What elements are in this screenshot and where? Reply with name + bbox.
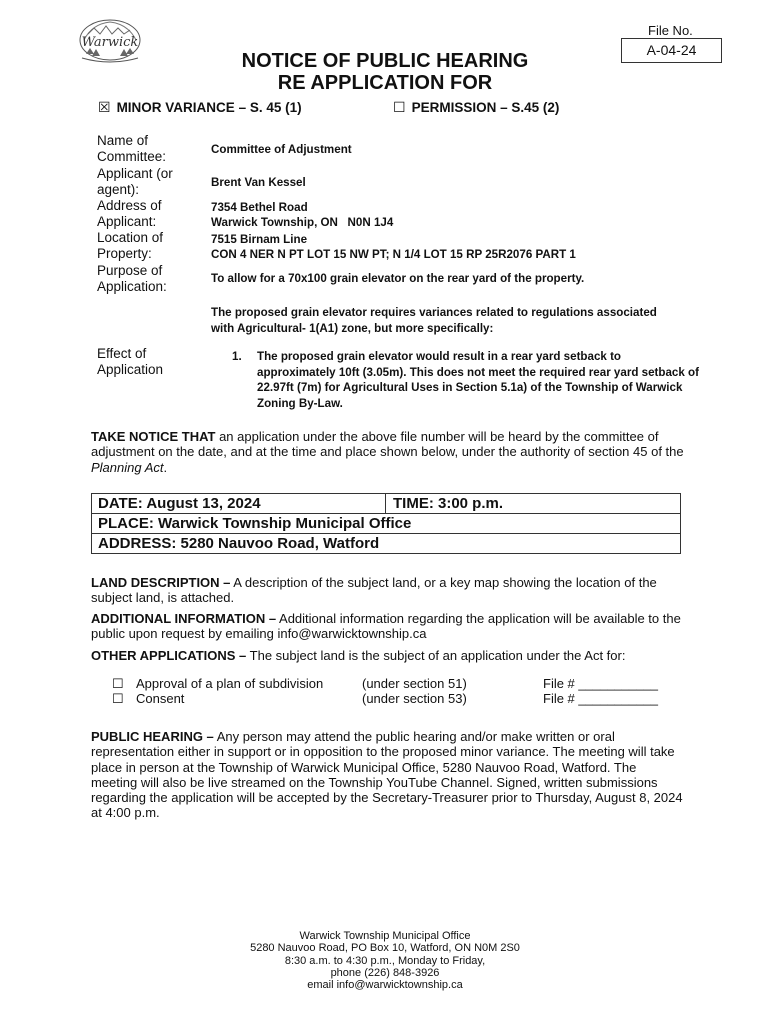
consent-file: File # ___________ xyxy=(543,691,658,706)
effect-number: 1. xyxy=(232,350,242,363)
effect-label: Effect of Application xyxy=(97,346,164,378)
consent-checkbox-icon[interactable]: ☐ xyxy=(112,691,124,706)
purpose-value: To allow for a 70x100 grain elevator on the rear yard of the property. xyxy=(211,272,585,285)
hearing-address: ADDRESS: 5280 Nauvoo Road, Watford xyxy=(98,535,380,552)
additional-info-text: Additional information regarding the application will be available to the public upon request by emailing info@warwicktownship.ca xyxy=(91,611,681,642)
applicant-value: Brent Van Kessel xyxy=(211,176,306,189)
subdivision-label: Approval of a plan of subdivision xyxy=(136,676,324,691)
consent-section: (under section 53) xyxy=(362,691,467,706)
subdivision-section: (under section 51) xyxy=(362,676,467,691)
address-label: Address of Applicant: xyxy=(97,198,162,230)
title-line-1: NOTICE OF PUBLIC HEARING xyxy=(241,50,529,72)
footer-phone: phone (226) 848-3926 xyxy=(330,966,440,979)
location-line-1: 7515 Birnam Line xyxy=(211,233,308,246)
logo-wordmark: Warwick xyxy=(81,35,139,50)
option-permission[interactable] xyxy=(393,99,559,116)
location-line-2: CON 4 NER N PT LOT 15 NW PT; N 1/4 LOT 15 RP 25R2076 PART 1 xyxy=(211,248,576,261)
applicant-label: Applicant (or agent): xyxy=(97,166,173,198)
other-app-row-consent xyxy=(112,691,658,706)
address-line-2: Warwick Township, ON N0N 1J4 xyxy=(211,216,394,229)
footer-email: email info@warwicktownship.ca xyxy=(307,979,463,992)
footer-contact xyxy=(185,930,585,991)
consent-label: Consent xyxy=(136,691,185,706)
hearing-date-row xyxy=(92,494,680,514)
additional-info-lead: ADDITIONAL INFORMATION – xyxy=(91,611,277,626)
title-line-2: RE APPLICATION FOR xyxy=(277,72,493,94)
additional-info-paragraph xyxy=(91,611,686,642)
page-title xyxy=(180,50,590,94)
hearing-time: TIME: 3:00 p.m. xyxy=(393,495,504,512)
subdivision-checkbox-icon[interactable]: ☐ xyxy=(112,676,124,691)
land-description-paragraph xyxy=(91,575,686,606)
hearing-date: DATE: August 13, 2024 xyxy=(98,495,261,512)
public-hearing-lead: PUBLIC HEARING – xyxy=(91,729,214,744)
land-description-text: A description of the subject land, or a key map showing the location of the subject land, is attached. xyxy=(91,575,657,606)
hearing-details-table xyxy=(91,493,681,554)
other-applications-paragraph xyxy=(91,648,686,663)
effect-list-item xyxy=(232,349,702,411)
footer-office: Warwick Township Municipal Office xyxy=(299,930,471,942)
other-app-row-subdivision xyxy=(112,676,658,691)
variance-intro: The proposed grain elevator requires variances related to regulations associated with Agricultural- 1(A1) zone, but more specifically: xyxy=(211,306,657,335)
location-label: Location of Property: xyxy=(97,230,164,262)
file-number-value: A-04-24 xyxy=(621,38,722,63)
take-notice-lead: TAKE NOTICE THAT xyxy=(91,429,216,444)
effect-text: The proposed grain elevator would result in a rear yard setback to approximately 10ft (3.05m). This does not meet the required rear yard setback of 22.97ft (7m) for Agricultural Uses in Section 5.1a) of the Township of Warwick Zoning By-Law. xyxy=(257,350,699,410)
planning-act: Planning Act xyxy=(91,459,164,475)
committee-value: Committee of Adjustment xyxy=(211,143,352,156)
option-minor-variance-label: MINOR VARIANCE – S. 45 (1) xyxy=(116,100,302,115)
township-logo xyxy=(78,18,142,68)
option-minor-variance[interactable] xyxy=(98,99,302,116)
address-line-1: 7354 Bethel Road xyxy=(211,201,308,214)
checked-box-icon[interactable]: ☒ xyxy=(98,99,111,115)
take-notice-text: an application under the above file number will be heard by the committee of adjustment on the date, and at the time and place shown below, under the authority of section 45 of the xyxy=(91,429,684,460)
other-applications-lead: OTHER APPLICATIONS – xyxy=(91,648,247,663)
other-applications-text: The subject land is the subject of an application under the Act for: xyxy=(246,648,626,663)
take-notice-end: . xyxy=(163,459,168,475)
subdivision-file: File # ___________ xyxy=(543,676,658,691)
take-notice-paragraph xyxy=(91,429,686,475)
public-hearing-text: Any person may attend the public hearing and/or make written or oral representation either in support or in opposition to the proposed minor variance. The meeting will take place in person at the Township of Warwick Municipal Office, 5280 Nauvoo Road, Watford. The meeting will also be live streamed on the Township YouTube Channel. Signed, written submissions regarding the application will be accepted by the Secretary-Treasurer prior to Thursday, August 8, 2024 at 4:00 p.m. xyxy=(91,729,683,821)
unchecked-box-icon[interactable]: ☐ xyxy=(393,99,406,115)
public-hearing-paragraph xyxy=(91,729,686,821)
footer-hours: 8:30 a.m. to 4:30 p.m., Monday to Friday, xyxy=(284,954,486,967)
land-description-lead: LAND DESCRIPTION – xyxy=(91,575,231,590)
footer-address: 5280 Nauvoo Road, PO Box 10, Watford, ON N0M 2S0 xyxy=(250,942,520,955)
committee-label: Name of Committee: xyxy=(97,133,167,165)
option-permission-label: PERMISSION – S.45 (2) xyxy=(411,100,560,115)
purpose-label: Purpose of Application: xyxy=(97,263,167,295)
file-number-label: File No. xyxy=(648,23,693,38)
hearing-place: PLACE: Warwick Township Municipal Office xyxy=(92,514,680,534)
